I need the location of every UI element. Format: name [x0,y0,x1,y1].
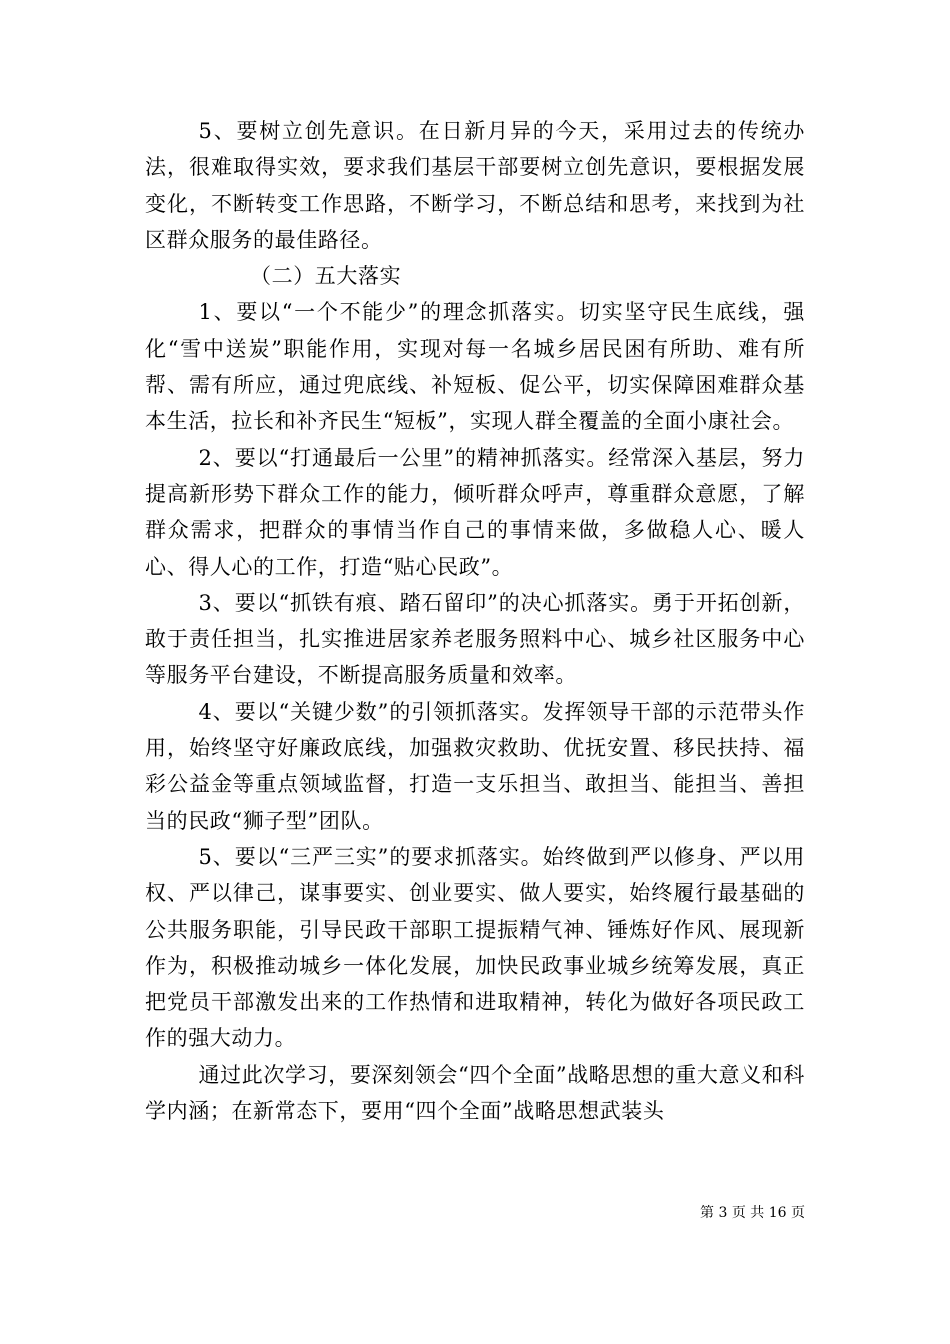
page-number-footer: 第 3 页 共 16 页 [700,1205,805,1221]
section-heading-five-implementations: （二）五大落实 [250,264,402,289]
paragraph-implementation-5: 5、要以“三严三实”的要求抓落实。始终做到严以修身、严以用权、严以律己，谋事要实、创业要实、做人要实，始终履行最基础的公共服务职能，引导民政干部职工提振精气神、锤炼好作风、展现新作为，积极推动城乡一体化发展，加快民政事业城乡统筹发展，真正把党员干部激发出来的工作热情和进取精神，转化为做好各项民政工作的强大动力。 [145,844,805,1051]
paragraph-implementation-3: 3、要以“抓铁有痕、踏石留印”的决心抓落实。勇于开拓创新，敢于责任担当，扎实推进居家养老服务照料中心、城乡社区服务中心等服务平台建设，不断提高服务质量和效率。 [145,590,805,688]
paragraph-implementation-1: 1、要以“一个不能少”的理念抓落实。切实坚守民生底线，强化“雪中送炭”职能作用，实现对每一名城乡居民困有所助、难有所帮、需有所应，通过兜底线、补短板、促公平，切实保障困难群众基本生活，拉长和补齐民生“短板”，实现人群全覆盖的全面小康社会。 [145,300,805,434]
paragraph-implementation-2: 2、要以“打通最后一公里”的精神抓落实。经常深入基层，努力提高新形势下群众工作的能力，倾听群众呼声，尊重群众意愿，了解群众需求，把群众的事情当作自己的事情来做，多做稳人心、暖人心、得人心的工作，打造“贴心民政”。 [145,445,805,579]
document-body [145,113,805,1129]
paragraph-innovation-awareness: 5、要树立创先意识。在日新月异的今天，采用过去的传统办法，很难取得实效，要求我们基层干部要树立创先意识，要根据发展变化，不断转变工作思路，不断学习，不断总结和思考，来找到为社区群众服务的最佳路径。 [145,119,805,252]
paragraph-implementation-4: 4、要以“关键少数”的引领抓落实。发挥领导干部的示范带头作用，始终坚守好廉政底线，加强救灾救助、优抚安置、移民扶持、福彩公益金等重点领域监督，打造一支乐担当、敢担当、能担当、善担当的民政“狮子型”团队。 [145,699,805,833]
paragraph-conclusion: 通过此次学习，要深刻领会“四个全面”战略思想的重大意义和科学内涵；在新常态下，要用“四个全面”战略思想武装头 [145,1062,805,1124]
